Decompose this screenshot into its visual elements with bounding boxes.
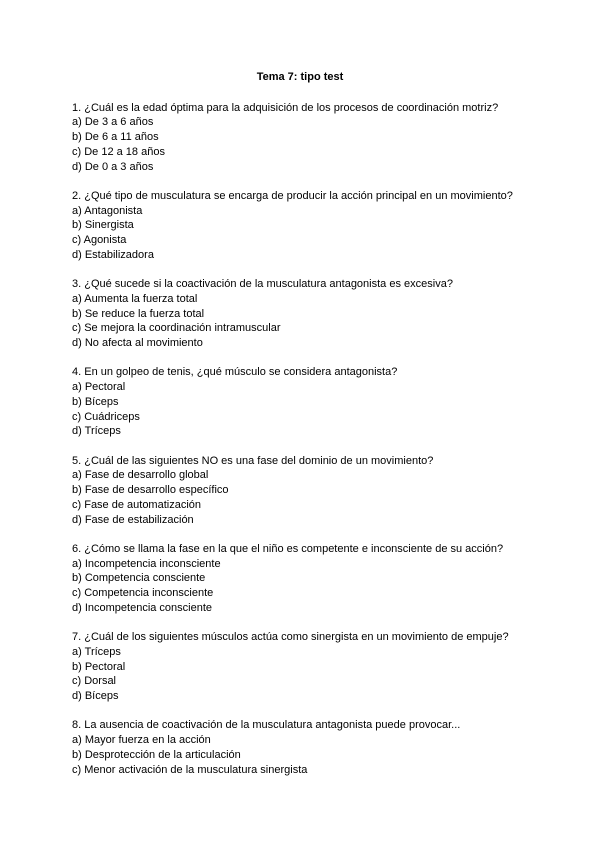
answer-option: d) Tríceps xyxy=(72,425,121,438)
answer-option: d) Estabilizadora xyxy=(72,248,154,261)
question-block xyxy=(72,454,542,528)
question-list xyxy=(72,101,542,792)
answer-option: b) Bíceps xyxy=(72,395,119,408)
question-text: 7. ¿Cuál de los siguientes músculos actúa como sinergista en un movimiento de empuje? xyxy=(72,631,509,643)
question-block xyxy=(72,365,542,439)
answer-option: b) Sinergista xyxy=(72,219,134,232)
question-block xyxy=(72,630,542,704)
answer-option: d) Bíceps xyxy=(72,690,119,702)
answer-option: a) Aumenta la fuerza total xyxy=(72,292,198,305)
question-text: 5. ¿Cuál de las siguientes NO es una fase del dominio de un movimiento? xyxy=(72,454,434,467)
question-block xyxy=(72,101,542,175)
answer-option: c) Cuádriceps xyxy=(72,410,140,423)
answer-option: d) De 0 a 3 años xyxy=(72,160,154,173)
question-text: 8. La ausencia de coactivación de la musculatura antagonista puede provocar... xyxy=(72,719,461,732)
page-title: Tema 7: tipo test xyxy=(256,71,344,83)
answer-option: b) De 6 a 11 años xyxy=(72,131,159,143)
answer-option: a) De 3 a 6 años xyxy=(72,116,154,129)
answer-option: c) Se mejora la coordinación intramuscular xyxy=(72,322,281,335)
question-block xyxy=(72,718,542,777)
question-text: 6. ¿Cómo se llama la fase en la que el niño es competente e inconsciente de su acción? xyxy=(72,542,504,555)
answer-option: d) No afecta al movimiento xyxy=(72,337,203,349)
answer-option: a) Incompetencia inconsciente xyxy=(72,557,221,570)
question-text: 1. ¿Cuál es la edad óptima para la adquisición de los procesos de coordinación motriz? xyxy=(72,101,499,114)
question-block xyxy=(72,189,542,263)
answer-option: a) Fase de desarrollo global xyxy=(72,469,209,482)
answer-option: b) Pectoral xyxy=(72,660,126,673)
answer-option: d) Fase de estabilización xyxy=(72,513,194,526)
answer-option: b) Competencia consciente xyxy=(72,572,206,585)
answer-option: b) Se reduce la fuerza total xyxy=(72,307,205,320)
answer-option: c) De 12 a 18 años xyxy=(72,145,165,158)
question-block xyxy=(72,542,542,616)
question-text: 2. ¿Qué tipo de musculatura se encarga de producir la acción principal en un movimiento? xyxy=(72,189,513,202)
answer-option: b) Fase de desarrollo específico xyxy=(72,484,229,496)
answer-option: a) Antagonista xyxy=(72,204,143,217)
question-text: 4. En un golpeo de tenis, ¿qué músculo se considera antagonista? xyxy=(72,366,398,379)
answer-option: c) Agonista xyxy=(72,234,127,246)
answer-option: c) Fase de automatización xyxy=(72,498,202,511)
answer-option: a) Tríceps xyxy=(72,645,121,658)
answer-option: a) Pectoral xyxy=(72,381,126,393)
answer-option: c) Dorsal xyxy=(72,675,117,688)
question-text: 3. ¿Qué sucede si la coactivación de la musculatura antagonista es excesiva? xyxy=(72,278,453,290)
answer-option: c) Menor activación de la musculatura sinergista xyxy=(72,763,308,776)
answer-option: b) Desprotección de la articulación xyxy=(72,748,241,761)
answer-option: c) Competencia inconsciente xyxy=(72,587,214,599)
question-block xyxy=(72,277,542,351)
answer-option: d) Incompetencia consciente xyxy=(72,601,213,614)
answer-option: a) Mayor fuerza en la acción xyxy=(72,734,211,746)
